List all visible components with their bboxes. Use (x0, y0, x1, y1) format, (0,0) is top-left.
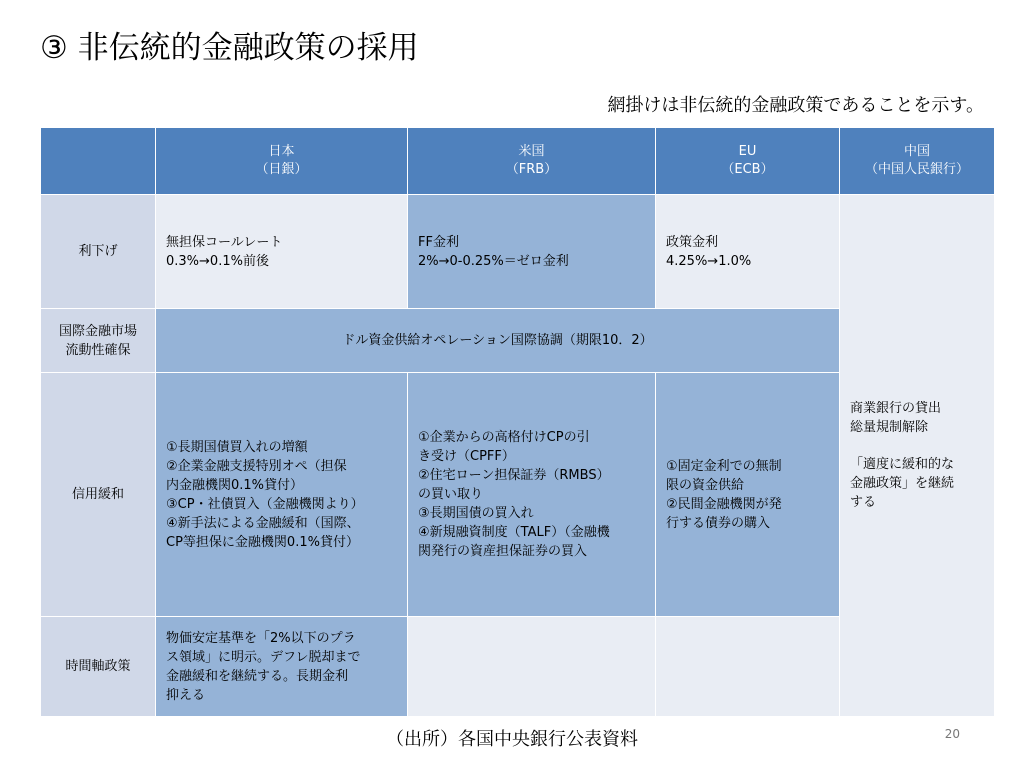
header-eu (656, 128, 840, 195)
cell-rate-eu-line: 政策金利 (666, 234, 719, 250)
row-label-liquidity (41, 309, 156, 373)
cell-credit-japan (156, 373, 408, 617)
china-line: 「適度に緩和的な (850, 457, 955, 472)
cell-china (840, 195, 995, 717)
cell-credit-japan-line: ③CP・社債買入（金融機関より） (166, 496, 364, 512)
cell-credit-us-line: ①企業からの高格付けCPの引 (418, 430, 590, 445)
cell-credit-japan-line: 内金融機関0.1%貸付） (166, 477, 304, 493)
cell-credit-eu-line: ①固定金利での無制 (666, 458, 782, 474)
cell-time-japan-line: 物価安定基準を「2%以下のプラ (166, 630, 356, 646)
header-china-bank: （中国人民銀行） (864, 162, 969, 177)
source-note: （出所）各国中央銀行公表資料 (386, 729, 638, 750)
cell-time-japan-line: ス領域」に明示。デフレ脱却まで (166, 649, 361, 665)
slide-title: ③ 非伝統的金融政策の採用 (40, 30, 419, 66)
hatching-note: 網掛けは非伝統的金融政策であることを示す。 (607, 95, 984, 116)
row-label-time-axis: 時間軸政策 (41, 617, 156, 717)
china-line: 総量規制解除 (850, 420, 929, 435)
header-china (840, 128, 995, 195)
cell-rate-eu (656, 195, 840, 309)
cell-credit-japan-line: CP等担保に金融機関0.1%貸付） (166, 534, 359, 550)
china-line: 金融政策」を継続 (850, 476, 955, 491)
policy-table (40, 127, 995, 717)
header-row (41, 128, 995, 195)
china-gap (850, 437, 984, 455)
cell-credit-eu-line: 行する債券の購入 (666, 515, 771, 531)
row-label-rate-cut: 利下げ (41, 195, 156, 309)
cell-credit-eu-line: ②民間金融機関が発 (666, 496, 782, 512)
cell-credit-us-line: 関発行の資産担保証券の買入 (418, 544, 588, 559)
cell-rate-eu-line: 4.25%→1.0% (666, 253, 752, 269)
cell-time-japan (156, 617, 408, 717)
cell-credit-japan-line: ②企業金融支援特別オペ（担保 (166, 458, 347, 474)
cell-credit-us-line: ③長期国債の買入れ (418, 506, 534, 521)
cell-rate-japan (156, 195, 408, 309)
cell-rate-us-line: 2%→0-0.25%＝ゼロ金利 (418, 253, 569, 269)
row-label-liquidity-line: 流動性確保 (65, 342, 131, 358)
header-corner (41, 128, 156, 195)
cell-credit-japan-line: ④新手法による金融緩和（国際、 (166, 515, 360, 531)
header-eu-name: EU (738, 144, 757, 159)
header-china-name: 中国 (903, 144, 930, 159)
page-number: 20 (944, 727, 960, 741)
cell-time-japan-line: 金融緩和を継続する。長期金利 (166, 668, 349, 684)
cell-credit-japan-line: ①長期国債買入れの増額 (166, 439, 308, 455)
cell-time-eu (656, 617, 840, 717)
cell-rate-us-line: FF金利 (418, 234, 459, 250)
header-us (408, 128, 656, 195)
cell-credit-us-line: き受け（CPFF） (418, 449, 515, 464)
header-eu-bank: （ECB） (721, 162, 774, 177)
cell-credit-us-line: ④新規融資制度（TALF）（金融機 (418, 525, 610, 540)
cell-rate-us (408, 195, 656, 309)
row-label-liquidity-line: 国際金融市場 (58, 323, 137, 339)
cell-liquidity-merged: ドル資金供給オペレーション国際協調（期限10．2） (156, 309, 840, 373)
header-japan-name: 日本 (268, 144, 295, 159)
rate-cut-row (41, 195, 995, 309)
header-japan-bank: （日銀） (255, 162, 308, 177)
cell-time-us (408, 617, 656, 717)
china-line: する (850, 495, 877, 510)
china-line: 商業銀行の貸出 (850, 401, 942, 416)
cell-credit-us-line: の買い取り (418, 487, 484, 502)
cell-credit-eu (656, 373, 840, 617)
header-japan (156, 128, 408, 195)
header-us-name: 米国 (518, 144, 545, 159)
cell-credit-us (408, 373, 656, 617)
cell-credit-us-line: ②住宅ローン担保証券（RMBS） (418, 468, 610, 483)
row-label-credit-easing: 信用緩和 (41, 373, 156, 617)
header-us-bank: （FRB） (505, 162, 558, 177)
cell-rate-japan-line: 無担保コールレート (166, 234, 283, 250)
cell-time-japan-line: 抑える (166, 687, 206, 703)
cell-credit-eu-line: 限の資金供給 (666, 477, 745, 493)
cell-rate-japan-line: 0.3%→0.1%前後 (166, 253, 269, 269)
